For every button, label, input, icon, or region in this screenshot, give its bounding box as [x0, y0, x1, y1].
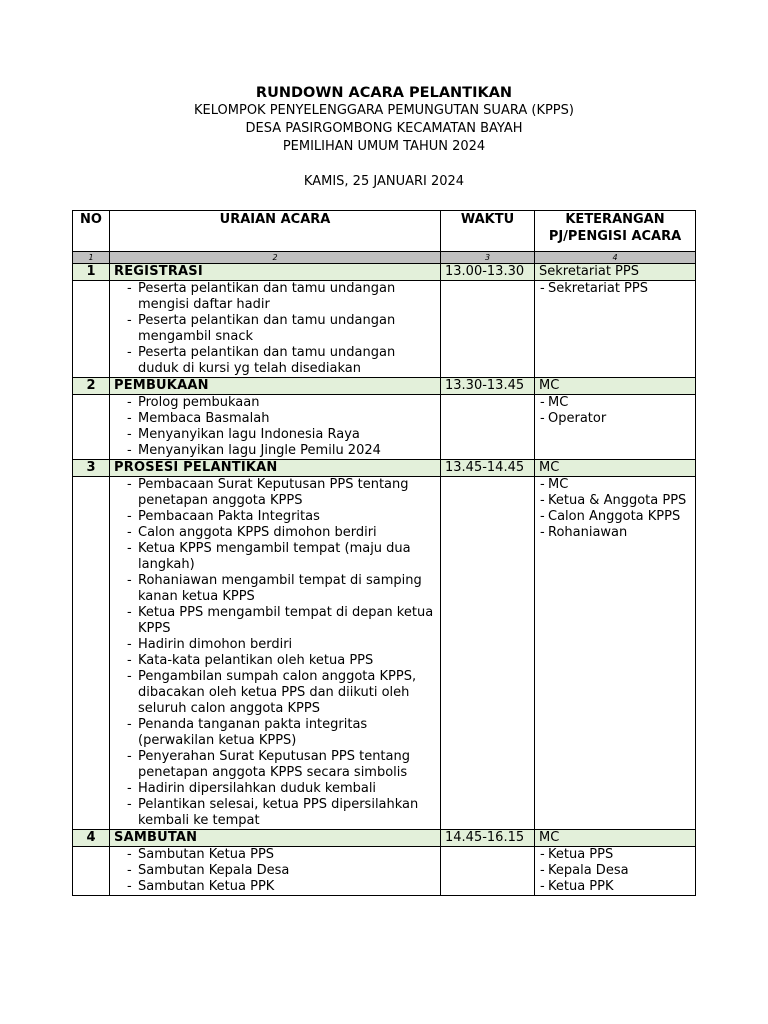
- pj-list: [539, 847, 691, 895]
- column-index: 2: [110, 252, 441, 264]
- pj-items-cell: [535, 477, 696, 830]
- agenda-item: - Ketua PPS mengambil tempat di depan ketua KPPS: [130, 605, 436, 637]
- agenda-item: - Calon anggota KPPS dimohon berdiri: [130, 525, 436, 541]
- section-time: 14.45-16.15: [441, 830, 535, 847]
- section-pj: MC: [535, 378, 696, 395]
- agenda-item: - Sambutan Kepala Desa: [130, 863, 436, 879]
- pj-item: - MC: [539, 477, 691, 493]
- subtitle-organization: KELOMPOK PENYELENGGARA PEMUNGUTAN SUARA (KPPS): [194, 103, 574, 118]
- agenda-list: [114, 395, 436, 459]
- section-time: 13.30-13.45: [441, 378, 535, 395]
- pj-item: - Ketua PPS: [539, 847, 691, 863]
- subtitle-election: PEMILIHAN UMUM TAHUN 2024: [282, 139, 486, 154]
- section-pj: MC: [535, 830, 696, 847]
- rundown-body: [73, 264, 696, 896]
- detail-no-cell: [73, 847, 110, 896]
- detail-time-cell: [441, 281, 535, 378]
- agenda-item: - Pelantikan selesai, ketua PPS dipersilahkan kembali ke tempat: [130, 797, 436, 829]
- agenda-item: - Sambutan Ketua PPK: [130, 879, 436, 895]
- detail-time-cell: [441, 477, 535, 830]
- section-pj: MC: [535, 460, 696, 477]
- section-title: PROSESI PELANTIKAN: [110, 460, 441, 477]
- agenda-item: - Ketua KPPS mengambil tempat (maju dua langkah): [130, 541, 436, 573]
- detail-no-cell: [73, 281, 110, 378]
- agenda-item: - Sambutan Ketua PPS: [130, 847, 436, 863]
- agenda-item: - Membaca Basmalah: [130, 411, 436, 427]
- agenda-item: - Kata-kata pelantikan oleh ketua PPS: [130, 653, 436, 669]
- agenda-item: - Peserta pelantikan dan tamu undangan mengisi daftar hadir: [130, 281, 436, 313]
- section-detail-row: [73, 477, 696, 830]
- pj-list: [539, 281, 691, 297]
- pj-item: - Rohaniawan: [539, 525, 691, 541]
- agenda-list: [114, 281, 436, 377]
- event-date: KAMIS, 25 JANUARI 2024: [303, 174, 465, 189]
- section-row: [73, 378, 696, 395]
- section-number: 1: [73, 264, 110, 281]
- column-index-row: [73, 252, 696, 264]
- agenda-item: - Hadirin dimohon berdiri: [130, 637, 436, 653]
- document-header: [0, 84, 768, 191]
- agenda-list: [114, 477, 436, 829]
- pj-item: - Ketua & Anggota PPS: [539, 493, 691, 509]
- agenda-items-cell: [110, 281, 441, 378]
- detail-no-cell: [73, 395, 110, 460]
- pj-item: - Operator: [539, 411, 691, 427]
- header-keterangan: [535, 211, 696, 252]
- agenda-list: [114, 847, 436, 895]
- rundown-table: [72, 210, 696, 896]
- agenda-item: - Pembacaan Surat Keputusan PPS tentang penetapan anggota KPPS: [130, 477, 436, 509]
- section-detail-row: [73, 847, 696, 896]
- agenda-items-cell: [110, 847, 441, 896]
- header-waktu: WAKTU: [441, 211, 535, 252]
- agenda-item: - Menyanyikan lagu Jingle Pemilu 2024: [130, 443, 436, 459]
- column-index: 3: [441, 252, 535, 264]
- section-time: 13.45-14.45: [441, 460, 535, 477]
- agenda-item: - Peserta pelantikan dan tamu undangan duduk di kursi yg telah disediakan: [130, 345, 436, 377]
- section-row: [73, 460, 696, 477]
- agenda-item: - Pengambilan sumpah calon anggota KPPS, dibacakan oleh ketua PPS dan diikuti oleh seluruh calon anggota KPPS: [130, 669, 436, 717]
- header-keterangan-line2: PJ/PENGISI ACARA: [548, 229, 682, 244]
- agenda-item: - Pembacaan Pakta Integritas: [130, 509, 436, 525]
- pj-item: - MC: [539, 395, 691, 411]
- header-no: NO: [73, 211, 110, 252]
- agenda-item: - Menyanyikan lagu Indonesia Raya: [130, 427, 436, 443]
- table-header-row: [73, 211, 696, 252]
- section-number: 2: [73, 378, 110, 395]
- header-keterangan-line1: KETERANGAN: [565, 212, 665, 227]
- section-detail-row: [73, 395, 696, 460]
- agenda-item: - Penyerahan Surat Keputusan PPS tentang penetapan anggota KPPS secara simbolis: [130, 749, 436, 781]
- subtitle-location: DESA PASIRGOMBONG KECAMATAN BAYAH: [245, 121, 523, 136]
- agenda-item: - Penanda tanganan pakta integritas (perwakilan ketua KPPS): [130, 717, 436, 749]
- section-title: PEMBUKAAN: [110, 378, 441, 395]
- section-number: 4: [73, 830, 110, 847]
- header-uraian: URAIAN ACARA: [110, 211, 441, 252]
- section-detail-row: [73, 281, 696, 378]
- section-number: 3: [73, 460, 110, 477]
- section-row: [73, 830, 696, 847]
- agenda-item: - Peserta pelantikan dan tamu undangan mengambil snack: [130, 313, 436, 345]
- pj-items-cell: [535, 281, 696, 378]
- pj-items-cell: [535, 395, 696, 460]
- pj-items-cell: [535, 847, 696, 896]
- document-title: RUNDOWN ACARA PELANTIKAN: [255, 85, 513, 101]
- pj-list: [539, 395, 691, 427]
- agenda-items-cell: [110, 477, 441, 830]
- agenda-item: - Prolog pembukaan: [130, 395, 436, 411]
- detail-no-cell: [73, 477, 110, 830]
- column-index: 4: [535, 252, 696, 264]
- section-row: [73, 264, 696, 281]
- agenda-item: - Hadirin dipersilahkan duduk kembali: [130, 781, 436, 797]
- pj-item: - Sekretariat PPS: [539, 281, 691, 297]
- pj-list: [539, 477, 691, 541]
- section-pj: Sekretariat PPS: [535, 264, 696, 281]
- column-index: 1: [73, 252, 110, 264]
- detail-time-cell: [441, 395, 535, 460]
- pj-item: - Calon Anggota KPPS: [539, 509, 691, 525]
- section-title: REGISTRASI: [110, 264, 441, 281]
- pj-item: - Ketua PPK: [539, 879, 691, 895]
- detail-time-cell: [441, 847, 535, 896]
- section-title: SAMBUTAN: [110, 830, 441, 847]
- pj-item: - Kepala Desa: [539, 863, 691, 879]
- section-time: 13.00-13.30: [441, 264, 535, 281]
- agenda-items-cell: [110, 395, 441, 460]
- agenda-item: - Rohaniawan mengambil tempat di samping kanan ketua KPPS: [130, 573, 436, 605]
